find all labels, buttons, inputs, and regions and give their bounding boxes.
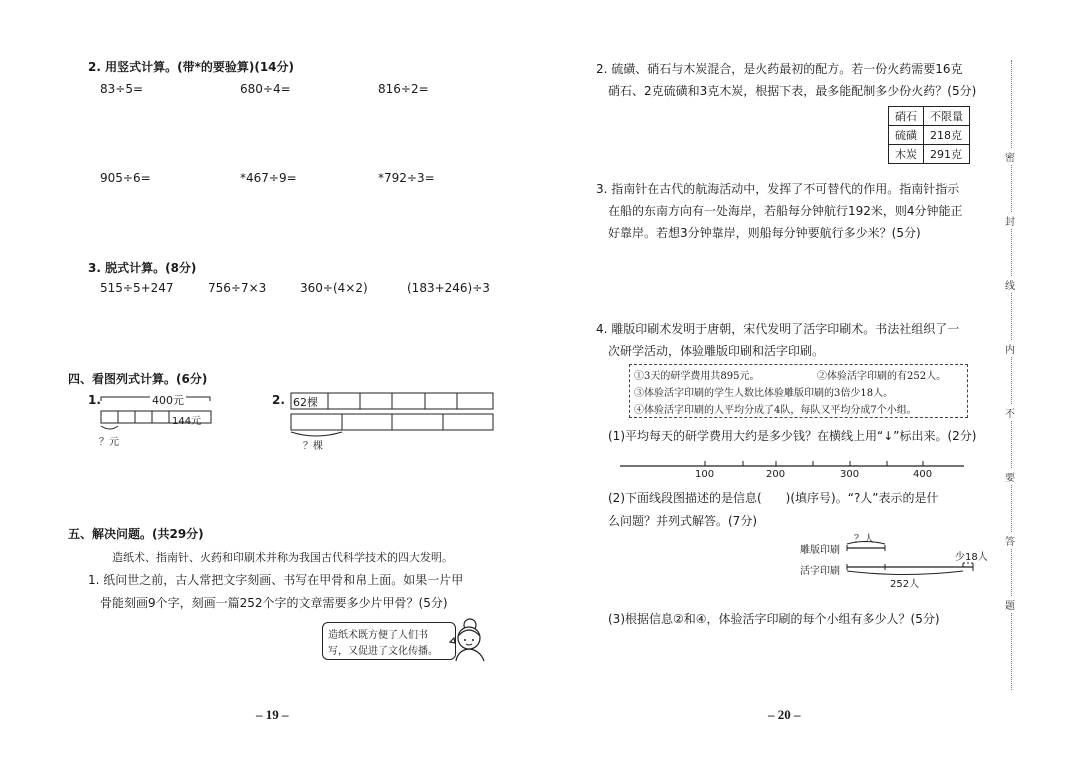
ingredient-table (888, 106, 970, 164)
calc-item: *792÷3= (378, 171, 435, 185)
r-q3-line2: 在船的东南方向有一处海岸，若船每分钟航行192米，则4分钟能正 (608, 204, 963, 218)
r-q2-line2: 硝石、2克硫磺和3克木炭，根据下表，最多能配制多少份火药？(5分) (608, 84, 977, 98)
seal-char: 内 (1005, 341, 1015, 356)
calc-item: 680÷4= (240, 82, 291, 96)
r-q4-sub2-line2: 么问题？并列式解答。(7分) (608, 514, 757, 528)
tick-label: 200 (766, 469, 786, 480)
s5-q1-line1: 1. 纸问世之前，古人常把文字刻画、书写在甲骨和帛上面。如果一片甲 (88, 573, 464, 587)
table-cell: 木炭 (889, 145, 924, 164)
s5-q1-line2: 骨能刻画9个字，刻画一篇252个字的文章需要多少片甲骨？(5分) (100, 596, 448, 610)
seal-char: 要 (1005, 469, 1015, 484)
seg-total: 252人 (890, 579, 920, 590)
fig2-first-label: 62棵 (293, 396, 318, 409)
number-line (618, 455, 968, 469)
table-row (889, 126, 970, 145)
fig1-part: 144元 (172, 416, 202, 427)
seal-char: 封 (1005, 213, 1015, 228)
r-q2-line1: 2. 硫磺、硝石与木炭混合，是火药最初的配方。若一份火药需要16克 (596, 62, 963, 76)
table-cell: 不限量 (924, 107, 970, 126)
tick-label: 100 (695, 469, 715, 480)
r-q4-line2: 次研学活动，体验雕版印刷和活字印刷。 (608, 344, 825, 358)
expr-item: 515÷5+247 (100, 281, 174, 295)
fig2-num: 2. (272, 393, 285, 407)
tick-label: 300 (840, 469, 860, 480)
expr-item: 756÷7×3 (208, 281, 267, 295)
r-q4-sub2-line1: (2)下面线段图描述的是信息( )(填序号)。“?人”表示的是什 (608, 491, 939, 505)
bubble-text-1: 造纸术既方便了人们书 (328, 630, 428, 641)
tick-label: 400 (913, 469, 933, 480)
section4-title: 四、看图列式计算。(6分) (68, 372, 208, 386)
seal-char: 答 (1005, 533, 1015, 548)
seal-char: 不 (1005, 405, 1015, 420)
fig1-num: 1. (88, 393, 101, 407)
bubble-text-2: 写，又促进了文化传播。 (328, 646, 438, 657)
r-q4-sub1: (1)平均每天的研学费用大约是多少钱？在横线上用“↓”标出来。(2分) (608, 429, 977, 443)
seg-label-woodblock: 雕版印刷 (800, 545, 840, 556)
seal-char: 密 (1005, 149, 1015, 164)
r-q3-line3: 好靠岸。若想3分钟靠岸，则船每分钟要航行多少米？(5分) (608, 226, 921, 240)
q2-title: 2. 用竖式计算。(带*的要验算)(14分) (88, 60, 294, 74)
page-number-right: – 20 – (768, 707, 801, 722)
fig1-question: ？元 (99, 437, 119, 448)
info-2: ②体验活字印刷的有252人。 (817, 371, 947, 382)
info-3: ③体验活字印刷的学生人数比体验雕版印刷的3倍少18人。 (634, 388, 894, 399)
expr-item: (183+246)÷3 (407, 281, 490, 295)
page-number-left: – 19 – (256, 707, 289, 722)
calc-item: 905÷6= (100, 171, 151, 185)
calc-item: 83÷5= (100, 82, 144, 96)
r-q4-sub3: (3)根据信息②和④，体验活字印刷的每个小组有多少人？(5分) (608, 612, 940, 626)
fig1-total: 400元 (152, 394, 184, 407)
r-q4-line1: 4. 雕版印刷术发明于唐朝，宋代发明了活字印刷术。书法社组织了一 (596, 322, 960, 336)
expr-item: 360÷(4×2) (300, 281, 368, 295)
section5-intro: 造纸术、指南针、火药和印刷术并称为我国古代科学技术的四大发明。 (112, 551, 453, 564)
q3-title: 3. 脱式计算。(8分) (88, 261, 197, 275)
calc-item: 816÷2= (378, 82, 429, 96)
table-cell: 291克 (924, 145, 970, 164)
seg-question: ？人 (854, 534, 874, 545)
info-1: ①3天的研学费用共895元。 (634, 371, 760, 382)
table-row (889, 107, 970, 126)
fig2-segment-diagram (288, 390, 498, 444)
table-cell: 硝石 (889, 107, 924, 126)
seal-char: 题 (1005, 597, 1015, 612)
info-4: ④体验活字印刷的人平均分成了4队，每队又平均分成7个小组。 (634, 405, 917, 416)
girl-illustration (448, 616, 492, 662)
seal-char: 线 (1005, 277, 1015, 292)
section5-title: 五、解决问题。(共29分) (68, 527, 204, 541)
table-cell: 硫磺 (889, 126, 924, 145)
table-row (889, 145, 970, 164)
seg-label-movable: 活字印刷 (800, 566, 840, 577)
calc-item: *467÷9= (240, 171, 297, 185)
table-cell: 218克 (924, 126, 970, 145)
fig2-question: ？棵 (303, 441, 323, 452)
segment-diagram (845, 538, 985, 578)
r-q3-line1: 3. 指南针在古代的航海活动中，发挥了不可替代的作用。指南针指示 (596, 182, 960, 196)
seg-less: 少18人 (955, 552, 988, 563)
